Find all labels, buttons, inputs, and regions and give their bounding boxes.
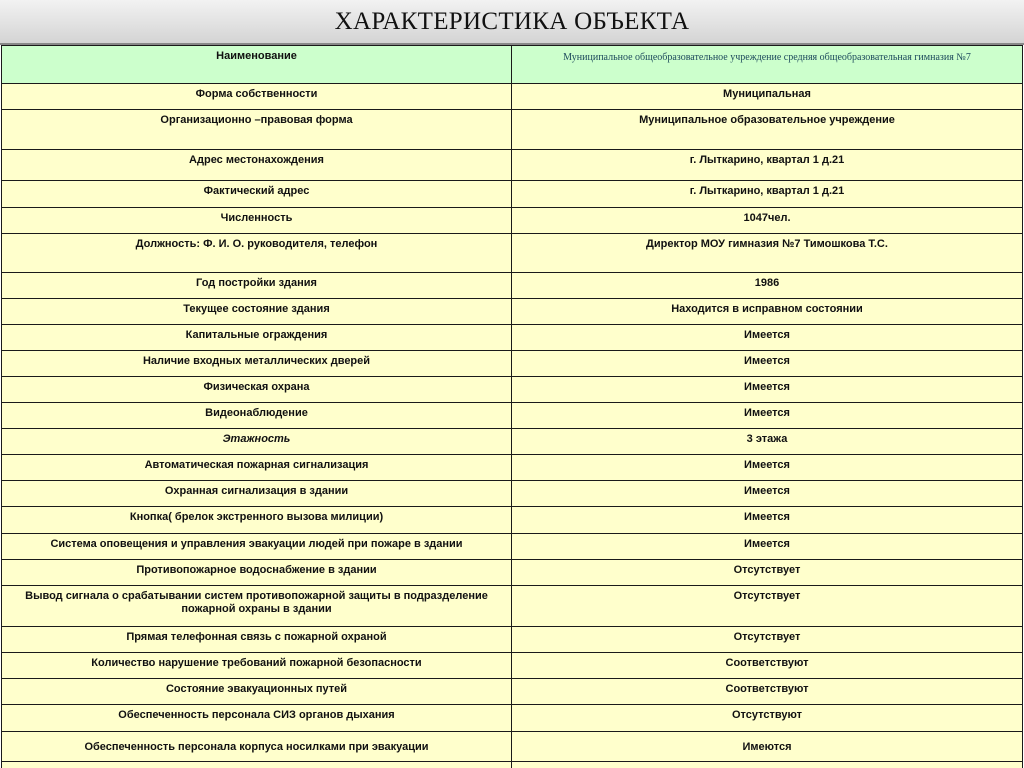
row-value	[512, 762, 1023, 768]
row-value: Соответствуют	[512, 653, 1023, 679]
row-value: Отсутствует	[512, 560, 1023, 586]
row-label: Наличие входных металлических дверей	[2, 351, 512, 377]
row-label: Адрес местонахождения	[2, 150, 512, 181]
row-value: Имеется	[512, 325, 1023, 351]
table-row	[2, 84, 1023, 110]
row-value: 3 этажа	[512, 429, 1023, 455]
row-label: Видеонаблюдение	[2, 403, 512, 429]
row-value: Муниципальное образовательное учреждение	[512, 110, 1023, 150]
table-row	[2, 705, 1023, 732]
row-value: Имеется	[512, 507, 1023, 534]
table-row	[2, 679, 1023, 705]
row-value: Отсутствует	[512, 627, 1023, 653]
row-label: Обеспеченность персонала корпуса носилками при эвакуации	[2, 732, 512, 762]
table-row	[2, 181, 1023, 208]
table-row	[2, 273, 1023, 299]
row-label: Противопожарное водоснабжение в здании	[2, 560, 512, 586]
row-label: Обеспеченность персонала СИЗ органов дыхания	[2, 705, 512, 732]
table-row	[2, 208, 1023, 234]
table-row	[2, 762, 1023, 768]
row-label: Кнопка( брелок экстренного вызова милиции)	[2, 507, 512, 534]
table-row	[2, 110, 1023, 150]
row-label: Система оповещения и управления эвакуации людей при пожаре в здании	[2, 534, 512, 560]
table-row	[2, 377, 1023, 403]
table-row	[2, 586, 1023, 627]
table-row	[2, 560, 1023, 586]
row-value: Имеется	[512, 351, 1023, 377]
table-row	[2, 627, 1023, 653]
table-row	[2, 732, 1023, 762]
row-value: Отсутствует	[512, 586, 1023, 627]
table-row	[2, 653, 1023, 679]
table-row	[2, 325, 1023, 351]
row-value: 1047чел.	[512, 208, 1023, 234]
row-label: Организационно –правовая форма	[2, 110, 512, 150]
table-row	[2, 351, 1023, 377]
table-row	[2, 150, 1023, 181]
row-label: Должность: Ф. И. О. руководителя, телефон	[2, 234, 512, 273]
row-label: Этажность	[2, 429, 512, 455]
row-value: Имеется	[512, 534, 1023, 560]
row-value: Отсутствуют	[512, 705, 1023, 732]
header-name-cell: Наименование	[2, 46, 512, 84]
row-value: г. Лыткарино, квартал 1 д.21	[512, 150, 1023, 181]
page-title: ХАРАКТЕРИСТИКА ОБЪЕКТА	[334, 7, 690, 35]
row-value: Имеются	[512, 732, 1023, 762]
row-label: Форма собственности	[2, 84, 512, 110]
row-label: Численность	[2, 208, 512, 234]
title-bar	[0, 0, 1024, 45]
table-row	[2, 507, 1023, 534]
row-label: Физическая охрана	[2, 377, 512, 403]
row-value: Имеется	[512, 377, 1023, 403]
object-characteristics-sheet	[1, 45, 1023, 768]
row-value: Директор МОУ гимназия №7 Тимошкова Т.С.	[512, 234, 1023, 273]
table-row	[2, 299, 1023, 325]
row-value: г. Лыткарино, квартал 1 д.21	[512, 181, 1023, 208]
row-value: Имеется	[512, 455, 1023, 481]
row-value: Имеется	[512, 481, 1023, 507]
row-label: Охранная сигнализация в здании	[2, 481, 512, 507]
row-label: Автоматическая пожарная сигнализация	[2, 455, 512, 481]
row-label: Фактический адрес	[2, 181, 512, 208]
table-row	[2, 534, 1023, 560]
row-label: Текущее состояние здания	[2, 299, 512, 325]
table-row	[2, 481, 1023, 507]
row-label: Капитальные ограждения	[2, 325, 512, 351]
row-label: Состояние эвакуационных путей	[2, 679, 512, 705]
table-header-row	[2, 46, 1023, 84]
row-value: Находится в исправном состоянии	[512, 299, 1023, 325]
row-label: Прямая телефонная связь с пожарной охраной	[2, 627, 512, 653]
table-row	[2, 403, 1023, 429]
row-label: Количество нарушение требований пожарной безопасности	[2, 653, 512, 679]
row-label	[2, 762, 512, 768]
table-row	[2, 234, 1023, 273]
row-label: Вывод сигнала о срабатывании систем противопожарной защиты в подразделение пожарной охраны в здании	[2, 586, 512, 627]
table-row	[2, 455, 1023, 481]
row-label: Год постройки здания	[2, 273, 512, 299]
characteristics-table	[1, 45, 1023, 768]
row-value: Соответствуют	[512, 679, 1023, 705]
header-value-cell: Муниципальное общеобразовательное учреждение средняя общеобразовательная гимназия №7	[512, 46, 1023, 84]
table-row	[2, 429, 1023, 455]
row-value: Муниципальная	[512, 84, 1023, 110]
row-value: Имеется	[512, 403, 1023, 429]
row-value: 1986	[512, 273, 1023, 299]
